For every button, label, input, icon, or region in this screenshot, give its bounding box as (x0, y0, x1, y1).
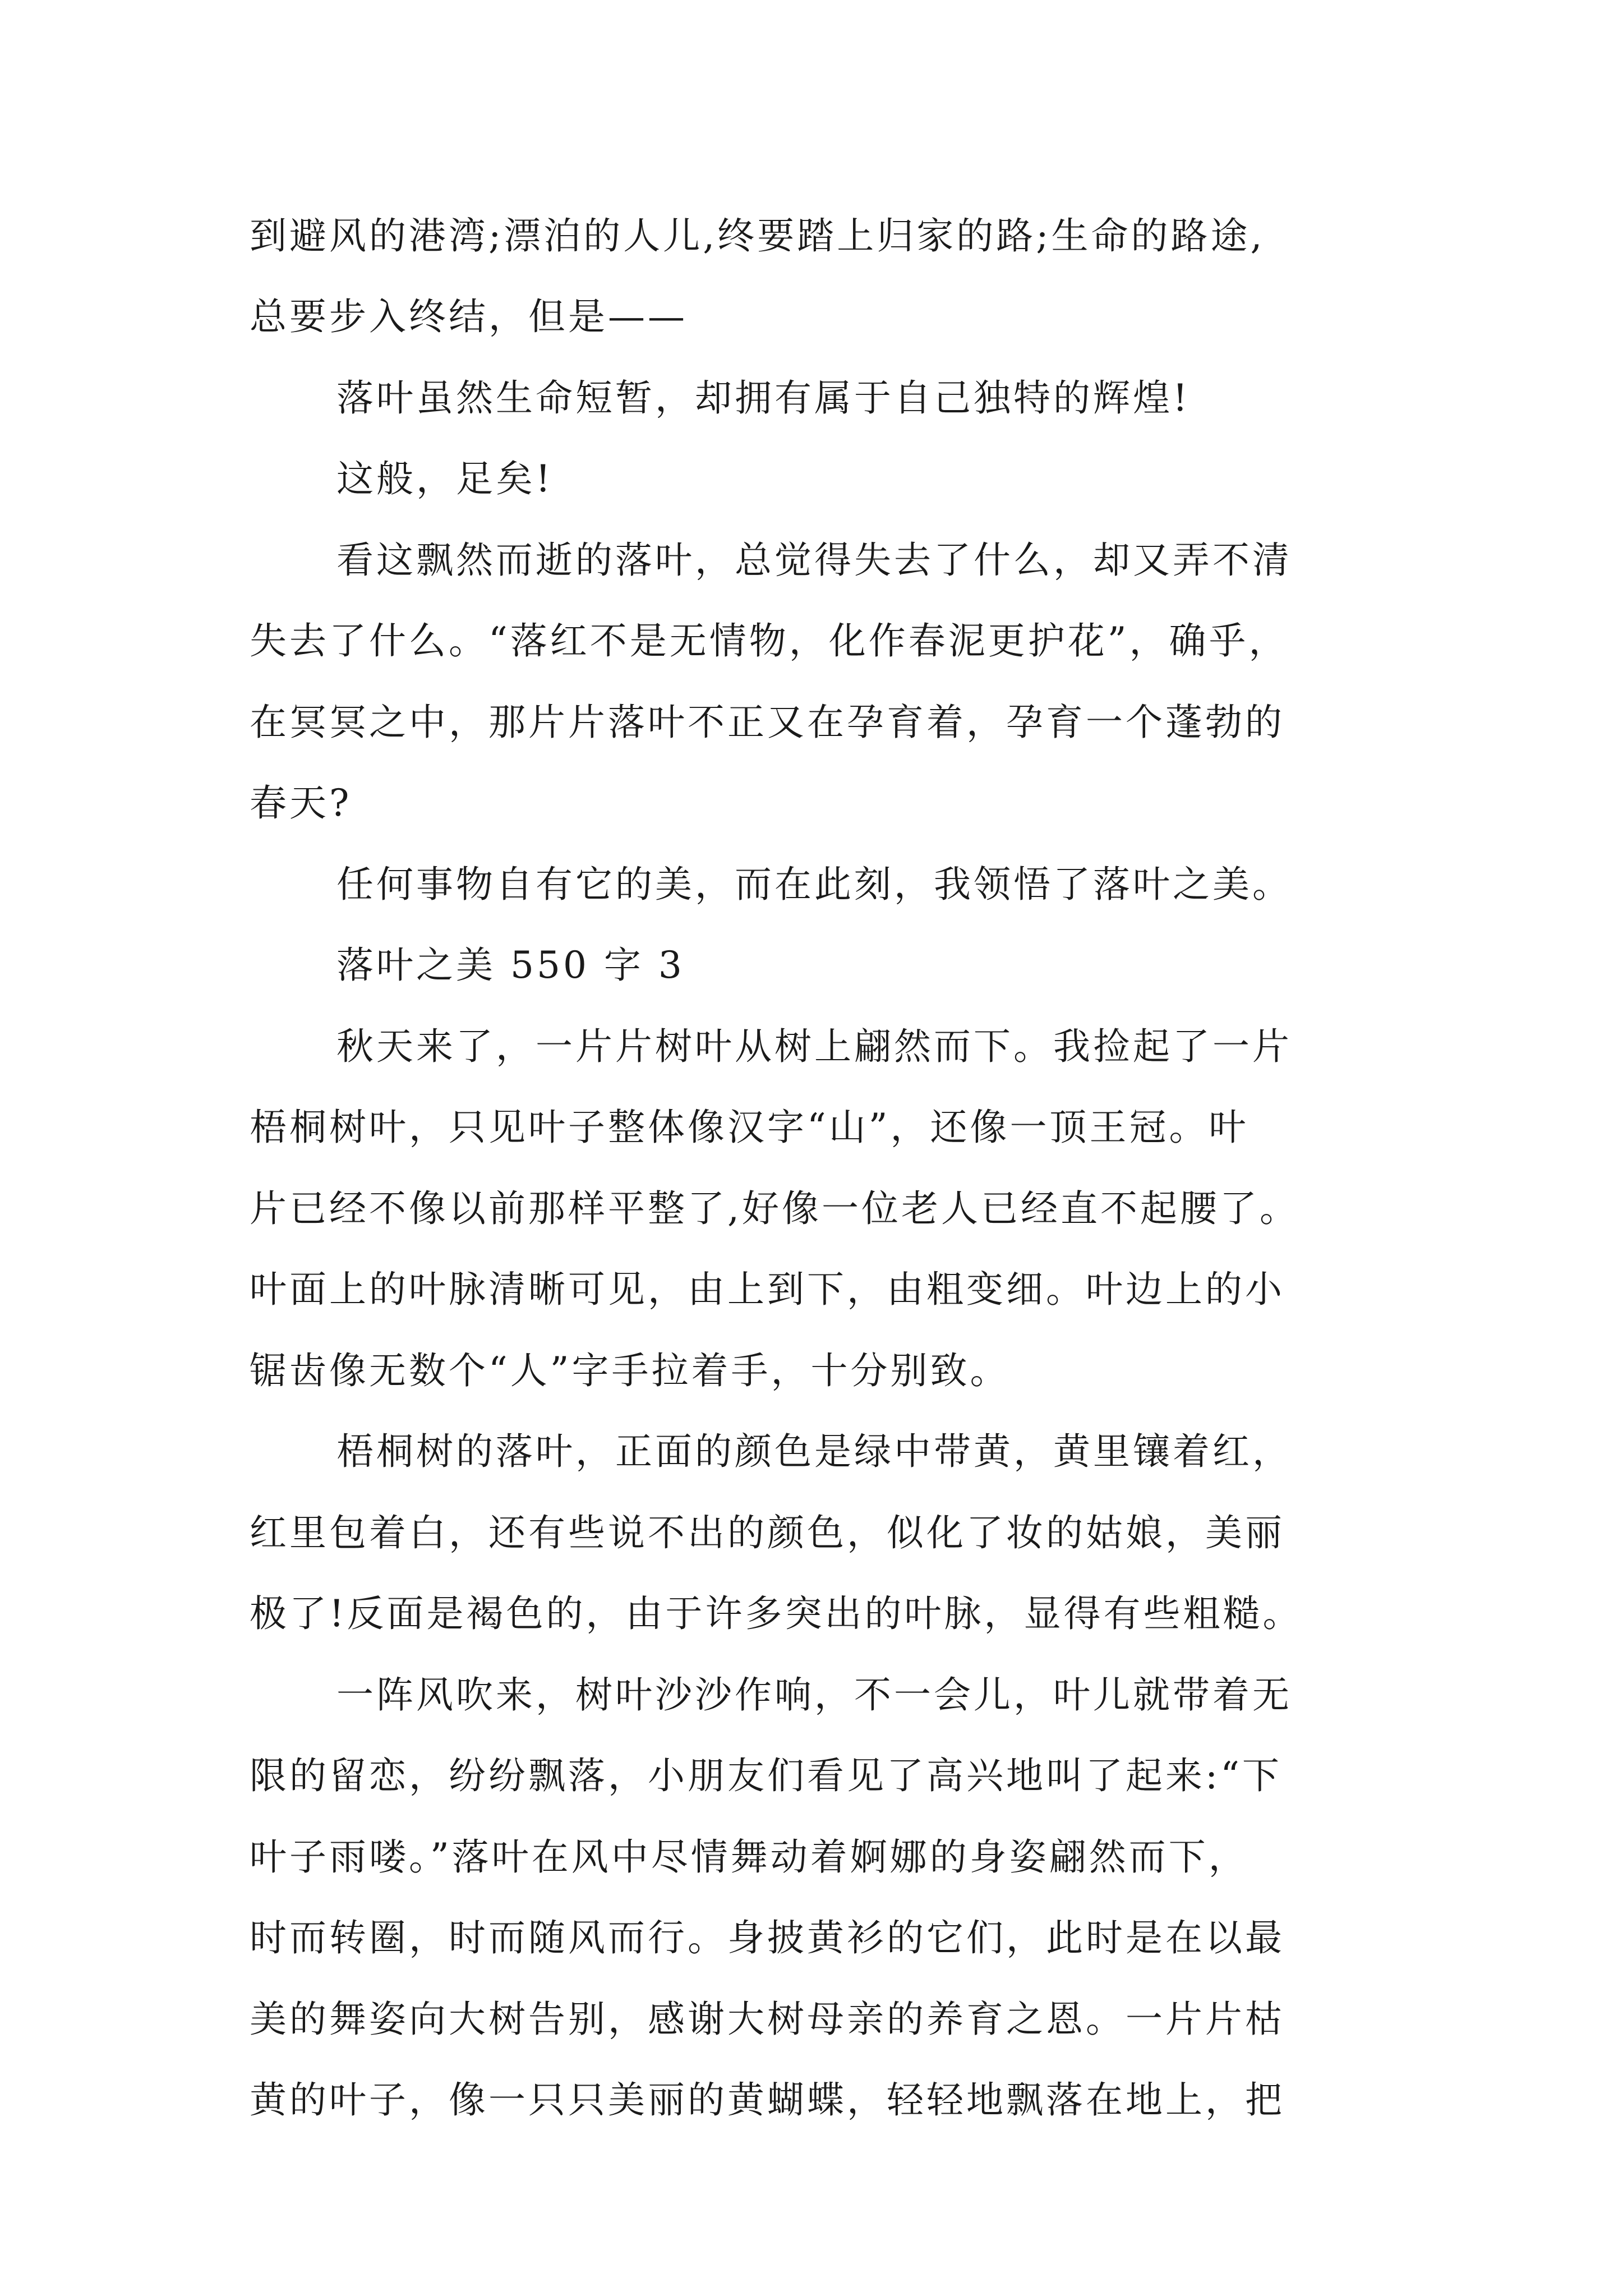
text-line: 片已经不像以前那样平整了,好像一位老人已经直不起腰了。 (250, 1187, 1299, 1230)
text-line: 秋天来了，一片片树叶从树上翩然而下。我捡起了一片 (336, 1025, 1292, 1068)
text-line: 梧桐树叶，只见叶子整体像汉字“山”，还像一顶王冠。叶 (250, 1106, 1249, 1149)
text-line: 失去了什么。“落红不是无情物，化作春泥更护花”，确乎， (250, 619, 1289, 662)
text-line: 极了!反面是褐色的，由于许多突出的叶脉，显得有些粗糙。 (250, 1592, 1303, 1635)
text-line: 春天? (250, 781, 352, 825)
text-line: 任何事物自有它的美，而在此刻，我领悟了落叶之美。 (336, 863, 1292, 906)
text-line: 这般，足矣! (336, 457, 554, 500)
text-line: 红里包着白，还有些说不出的颜色，似化了妆的姑娘，美丽 (250, 1511, 1285, 1554)
text-line: 总要步入终结，但是—— (250, 295, 688, 338)
text-line: 黄的叶子，像一只只美丽的黄蝴蝶，轻轻地飘落在地上，把 (250, 2078, 1285, 2122)
text-line: 落叶虽然生命短暂，却拥有属于自己独特的辉煌! (336, 376, 1191, 420)
text-line: 一阵风吹来，树叶沙沙作响，不一会儿，叶儿就带着无 (336, 1673, 1292, 1717)
text-line: 锯齿像无数个“人”字手拉着手，十分别致。 (250, 1349, 1010, 1392)
text-line: 到避风的港湾;漂泊的人儿,终要踏上归家的路;生命的路途, (250, 214, 1265, 257)
text-line: 美的舞姿向大树告别，感谢大树母亲的养育之恩。一片片枯 (250, 1998, 1285, 2041)
text-line: 限的留恋，纷纷飘落，小朋友们看见了高兴地叫了起来:“下 (250, 1754, 1282, 1797)
text-line: 梧桐树的落叶，正面的颜色是绿中带黄，黄里镶着红， (336, 1430, 1292, 1473)
text-line: 叶面上的叶脉清晰可见，由上到下，由粗变细。叶边上的小 (250, 1268, 1285, 1311)
text-line: 叶子雨喽。”落叶在风中尽情舞动着婀娜的身姿翩然而下， (250, 1835, 1248, 1879)
text-line: 看这飘然而逝的落叶，总觉得失去了什么，却又弄不清 (336, 539, 1292, 582)
text-line: 时而转圈，时而随风而行。身披黄衫的它们，此时是在以最 (250, 1916, 1285, 1959)
section-heading: 落叶之美 550 字 3 (336, 944, 685, 987)
text-line: 在冥冥之中，那片片落叶不正又在孕育着，孕育一个蓬勃的 (250, 701, 1285, 744)
